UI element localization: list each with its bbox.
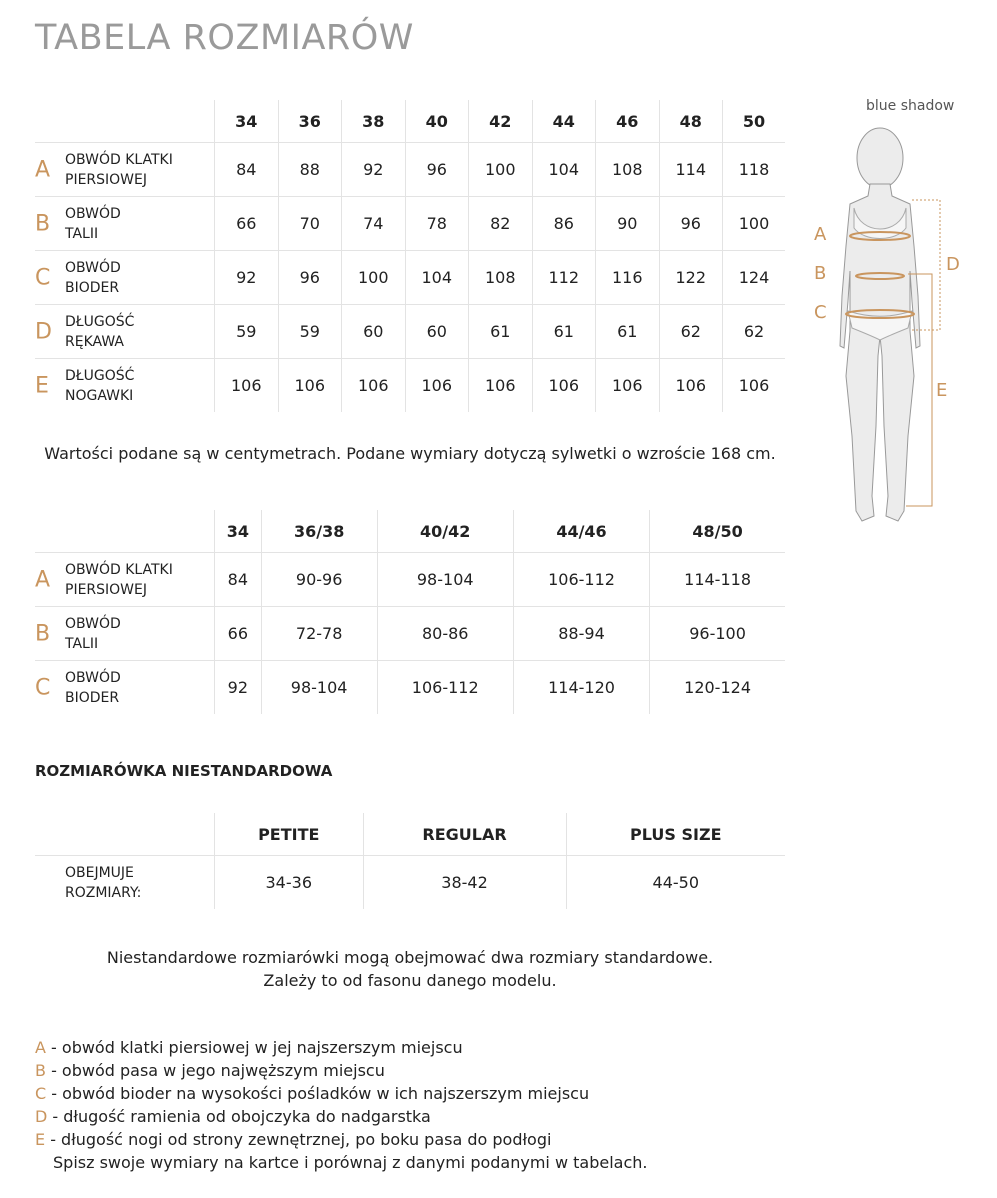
table-row (35, 305, 785, 359)
section-title: ROZMIARÓWKA NIESTANDARDOWA (35, 762, 333, 780)
legend (35, 1036, 647, 1174)
table-cell: 90 (596, 197, 660, 251)
table-cell: 88-94 (513, 607, 649, 661)
table-row (35, 143, 785, 197)
measure-letter: C (35, 265, 51, 290)
body-figure (810, 96, 990, 536)
table-cell: 106 (469, 359, 533, 413)
row-label-line2: RĘKAWA (65, 333, 124, 350)
page-title: TABELA ROZMIARÓW (35, 18, 414, 58)
table-cell: 59 (278, 305, 342, 359)
size-header: 48 (659, 100, 723, 143)
table-row (35, 359, 785, 413)
table-cell: 61 (596, 305, 660, 359)
size-header: 36 (278, 100, 342, 143)
row-label-line1: OBWÓD KLATKI (65, 151, 173, 168)
row-label-line2: PIERSIOWEJ (65, 171, 147, 188)
row-header (35, 553, 215, 607)
row-label-line2: NOGAWKI (65, 387, 134, 404)
row-label-line2: PIERSIOWEJ (65, 581, 147, 598)
table-cell: 114 (659, 143, 723, 197)
row-label (65, 204, 214, 244)
legend-item (35, 1082, 647, 1105)
measure-letter: B (35, 211, 51, 236)
row-header (35, 359, 215, 413)
table-cell: 116 (596, 251, 660, 305)
note-units: Wartości podane są w centymetrach. Podane wymiary dotyczą sylwetki o wzroście 168 cm. (44, 444, 776, 463)
table-cell: 74 (342, 197, 406, 251)
table-cell: 96 (405, 143, 469, 197)
size-header: 50 (723, 100, 786, 143)
legend-text: - długość ramienia od obojczyka do nadgarstka (47, 1107, 431, 1126)
table-row (35, 197, 785, 251)
table-cell: 61 (469, 305, 533, 359)
table-cell: 106 (723, 359, 786, 413)
table-cell: 108 (469, 251, 533, 305)
row-label-line1: OBWÓD (65, 615, 121, 632)
legend-item (35, 1128, 647, 1151)
row-header (35, 856, 215, 910)
table-cell: 106 (405, 359, 469, 413)
row-label-line1: OBWÓD (65, 259, 121, 276)
table-cell: 122 (659, 251, 723, 305)
row-header (35, 661, 215, 715)
table-cell: 96-100 (650, 607, 785, 661)
table-cell: 98-104 (261, 661, 377, 715)
corner-cell (35, 813, 215, 856)
body-silhouette (810, 96, 990, 536)
row-header (35, 251, 215, 305)
row-header (35, 197, 215, 251)
table-cell: 120-124 (650, 661, 785, 715)
corner-cell (35, 510, 215, 553)
table-cell: 80-86 (377, 607, 513, 661)
size-header: 44 (532, 100, 596, 143)
row-label-line2: BIODER (65, 689, 120, 706)
row-label-line2: TALII (65, 635, 99, 652)
table-cell: 112 (532, 251, 596, 305)
table-row (35, 607, 785, 661)
table-cell: 66 (215, 607, 262, 661)
table-cell: 84 (215, 553, 262, 607)
table-cell: 100 (723, 197, 786, 251)
table-cell: 88 (278, 143, 342, 197)
row-label-line1: OBWÓD KLATKI (65, 561, 173, 578)
table-row (35, 856, 785, 910)
table-cell: 92 (342, 143, 406, 197)
row-label-line1: DŁUGOŚĆ (65, 367, 135, 384)
table-cell: 92 (215, 251, 279, 305)
measure-letter: E (35, 373, 49, 398)
legend-item (35, 1059, 647, 1082)
row-label-line2: ROZMIARY: (65, 884, 142, 901)
legend-text: - obwód pasa w jego najwęższym miejscu (45, 1061, 385, 1080)
table-cell: 104 (532, 143, 596, 197)
size-header: 46 (596, 100, 660, 143)
table-cell: 61 (532, 305, 596, 359)
row-label-line2: BIODER (65, 279, 120, 296)
table-cell: 96 (278, 251, 342, 305)
row-label-line1: OBEJMUJE (65, 864, 134, 881)
table-cell: 98-104 (377, 553, 513, 607)
table-cell: 106 (215, 359, 279, 413)
row-label-line1: DŁUGOŚĆ (65, 313, 135, 330)
table-cell: 59 (215, 305, 279, 359)
size-table-standard (35, 100, 785, 412)
table-row (35, 661, 785, 715)
legend-letter: A (35, 1038, 46, 1057)
row-label (65, 366, 214, 406)
size-group-header: REGULAR (363, 813, 566, 856)
row-header (35, 143, 215, 197)
table-cell: 108 (596, 143, 660, 197)
table-cell: 34-36 (215, 856, 364, 910)
table-cell: 106 (596, 359, 660, 413)
table-cell: 96 (659, 197, 723, 251)
table-cell: 104 (405, 251, 469, 305)
table-cell: 106 (278, 359, 342, 413)
row-label (65, 863, 214, 903)
size-header: 42 (469, 100, 533, 143)
figure-label-b: B (814, 263, 827, 284)
table-cell: 62 (659, 305, 723, 359)
row-label (65, 560, 214, 600)
table-cell: 86 (532, 197, 596, 251)
legend-text: - obwód bioder na wysokości pośladków w ich najszerszym miejscu (46, 1084, 590, 1103)
size-header: 40 (405, 100, 469, 143)
row-label (65, 668, 214, 708)
table-cell: 72-78 (261, 607, 377, 661)
table-cell: 106-112 (513, 553, 649, 607)
figure-label-e: E (936, 380, 948, 401)
table-cell: 106 (532, 359, 596, 413)
figure-label-c: C (814, 302, 827, 323)
row-label-line2: TALII (65, 225, 99, 242)
legend-text: - długość nogi od strony zewnętrznej, po boku pasa do podłogi (45, 1130, 552, 1149)
table-cell: 124 (723, 251, 786, 305)
table-cell: 38-42 (363, 856, 566, 910)
table-cell: 66 (215, 197, 279, 251)
table-cell: 106-112 (377, 661, 513, 715)
legend-letter: E (35, 1130, 46, 1149)
table-cell: 82 (469, 197, 533, 251)
table-cell: 100 (342, 251, 406, 305)
table-cell: 60 (405, 305, 469, 359)
table-cell: 106 (659, 359, 723, 413)
legend-footer: Spisz swoje wymiary na kartce i porównaj z danymi podanymi w tabelach. (53, 1153, 648, 1172)
table-cell: 70 (278, 197, 342, 251)
table-cell: 84 (215, 143, 279, 197)
legend-letter: D (35, 1107, 48, 1126)
legend-item (35, 1105, 647, 1128)
table-cell: 100 (469, 143, 533, 197)
measure-letter: D (35, 319, 52, 344)
size-header: 38 (342, 100, 406, 143)
size-header: 44/46 (513, 510, 649, 553)
table-cell: 118 (723, 143, 786, 197)
size-header: 36/38 (261, 510, 377, 553)
note-nonstandard-line1: Niestandardowe rozmiarówki mogą obejmować dwa rozmiary standardowe. (106, 948, 714, 967)
size-header: 34 (215, 100, 279, 143)
table-cell: 44-50 (566, 856, 785, 910)
table-cell: 78 (405, 197, 469, 251)
size-group-header: PLUS SIZE (566, 813, 785, 856)
figure-label-a: A (814, 224, 827, 245)
table-row (35, 251, 785, 305)
table-cell: 62 (723, 305, 786, 359)
row-header (35, 607, 215, 661)
size-group-header: PETITE (215, 813, 364, 856)
note-nonstandard-line2: Zależy to od fasonu danego modelu. (263, 971, 557, 990)
brand-logo: blue shadow (866, 98, 955, 114)
note-nonstandard (35, 946, 785, 992)
table-cell: 106 (342, 359, 406, 413)
row-label (65, 258, 214, 298)
measure-letter: A (35, 567, 51, 592)
row-label (65, 150, 214, 190)
legend-item (35, 1036, 647, 1059)
size-header: 40/42 (377, 510, 513, 553)
table-cell: 60 (342, 305, 406, 359)
row-header (35, 305, 215, 359)
corner-cell (35, 100, 215, 143)
size-table-combined (35, 510, 785, 714)
measure-letter: C (35, 675, 51, 700)
table-cell: 114-118 (650, 553, 785, 607)
measure-letter: A (35, 157, 51, 182)
row-label (65, 614, 214, 654)
table-cell: 114-120 (513, 661, 649, 715)
row-label (65, 312, 214, 352)
figure-label-d: D (946, 254, 960, 275)
table-row (35, 553, 785, 607)
row-label-line1: OBWÓD (65, 669, 121, 686)
legend-letter: C (35, 1084, 47, 1103)
measure-letter: B (35, 621, 51, 646)
table-cell: 92 (215, 661, 262, 715)
table-cell: 90-96 (261, 553, 377, 607)
row-label-line1: OBWÓD (65, 205, 121, 222)
size-header: 34 (215, 510, 262, 553)
size-header: 48/50 (650, 510, 785, 553)
size-table-nonstandard (35, 813, 785, 909)
legend-text: - obwód klatki piersiowej w jej najszerszym miejscu (45, 1038, 463, 1057)
legend-letter: B (35, 1061, 46, 1080)
